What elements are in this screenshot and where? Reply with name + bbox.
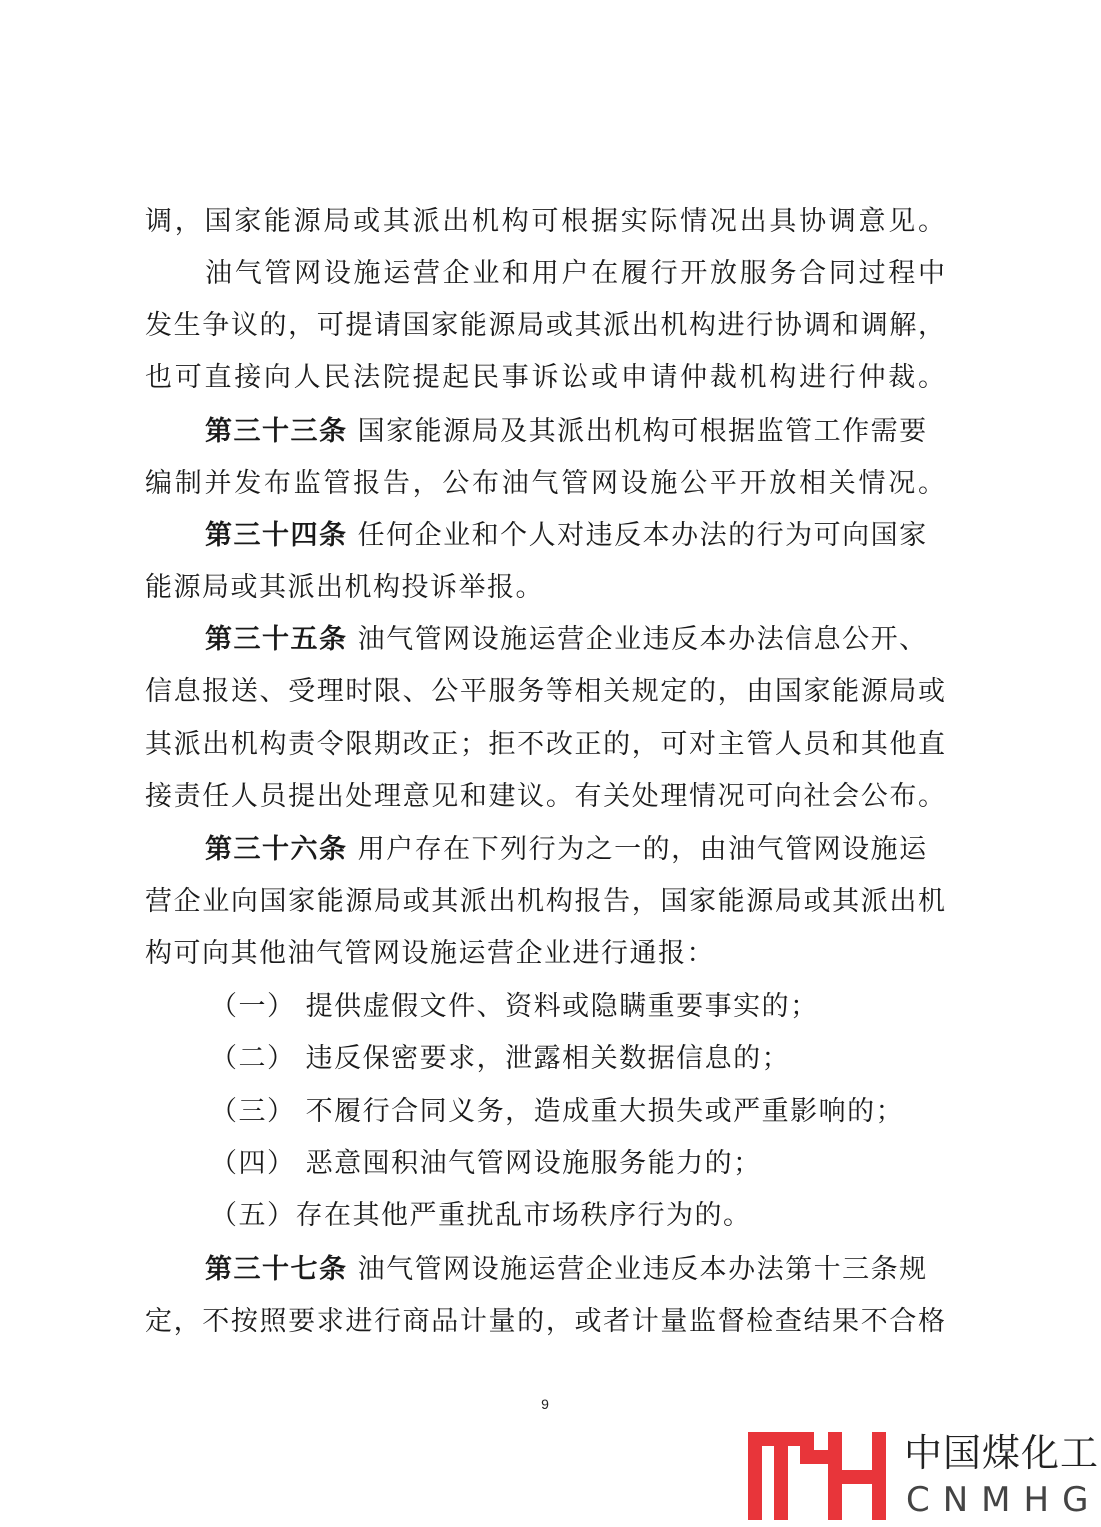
para-line: 油气管网设施运营企业和用户在履行开放服务合同过程中	[205, 258, 945, 289]
article-text: 任何企业和个人对违反本办法的行为可向国家	[357, 520, 928, 551]
article-34	[205, 516, 945, 556]
para-line: 编制并发布监管报告，公布油气管网设施公平开放相关情况。	[145, 468, 945, 499]
list-item: （一） 提供虚假文件、资料或隐瞒重要事实的；	[210, 991, 819, 1022]
article-35	[205, 620, 945, 660]
list-item: （二） 违反保密要求，泄露相关数据信息的；	[210, 1043, 791, 1074]
logo-name-en: CNMHG	[906, 1480, 1101, 1520]
article-text: 油气管网设施运营企业违反本办法第十三条规	[357, 1254, 928, 1285]
para-line: 接责任人员提出处理意见和建议。有关处理情况可向社会公布。	[145, 781, 945, 812]
para-line: 调，国家能源局或其派出机构可根据实际情况出具协调意见。	[145, 206, 945, 237]
watermark-logo	[748, 1428, 1101, 1523]
list-item: （三） 不履行合同义务，造成重大损失或严重影响的；	[210, 1096, 905, 1127]
list-item: （四） 恶意囤积油气管网设施服务能力的；	[210, 1148, 762, 1179]
article-text: 用户存在下列行为之一的，由油气管网设施运	[357, 834, 928, 865]
article-label: 第三十五条	[205, 624, 348, 655]
page-number: 9	[541, 1396, 549, 1412]
para-line: 营企业向国家能源局或其派出机构报告，国家能源局或其派出机	[145, 886, 945, 917]
article-label: 第三十七条	[205, 1254, 348, 1285]
article-text: 油气管网设施运营企业违反本办法信息公开、	[357, 624, 928, 655]
article-text: 国家能源局及其派出机构可根据监管工作需要	[357, 416, 928, 447]
logo-name-cn: 中国煤化工	[904, 1431, 1100, 1475]
article-label: 第三十三条	[205, 416, 348, 447]
article-33	[205, 412, 945, 452]
article-label: 第三十六条	[205, 834, 348, 865]
para-line: 发生争议的，可提请国家能源局或其派出机构进行协调和调解，	[145, 310, 945, 341]
para-line: 能源局或其派出机构投诉举报。	[145, 572, 544, 603]
article-37	[205, 1250, 945, 1290]
para-line: 构可向其他油气管网设施运营企业进行通报：	[145, 938, 715, 969]
para-line: 其派出机构责令限期改正；拒不改正的，可对主管人员和其他直	[145, 729, 945, 760]
logo-mark-icon	[748, 1428, 893, 1523]
para-line: 定，不按照要求进行商品计量的，或者计量监督检查结果不合格	[145, 1306, 945, 1337]
article-36	[205, 830, 945, 870]
article-label: 第三十四条	[205, 520, 348, 551]
para-line: 也可直接向人民法院提起民事诉讼或申请仲裁机构进行仲裁。	[145, 362, 945, 393]
list-item: （五）存在其他严重扰乱市场秩序行为的。	[210, 1200, 752, 1231]
para-line: 信息报送、受理时限、公平服务等相关规定的，由国家能源局或	[145, 676, 945, 707]
